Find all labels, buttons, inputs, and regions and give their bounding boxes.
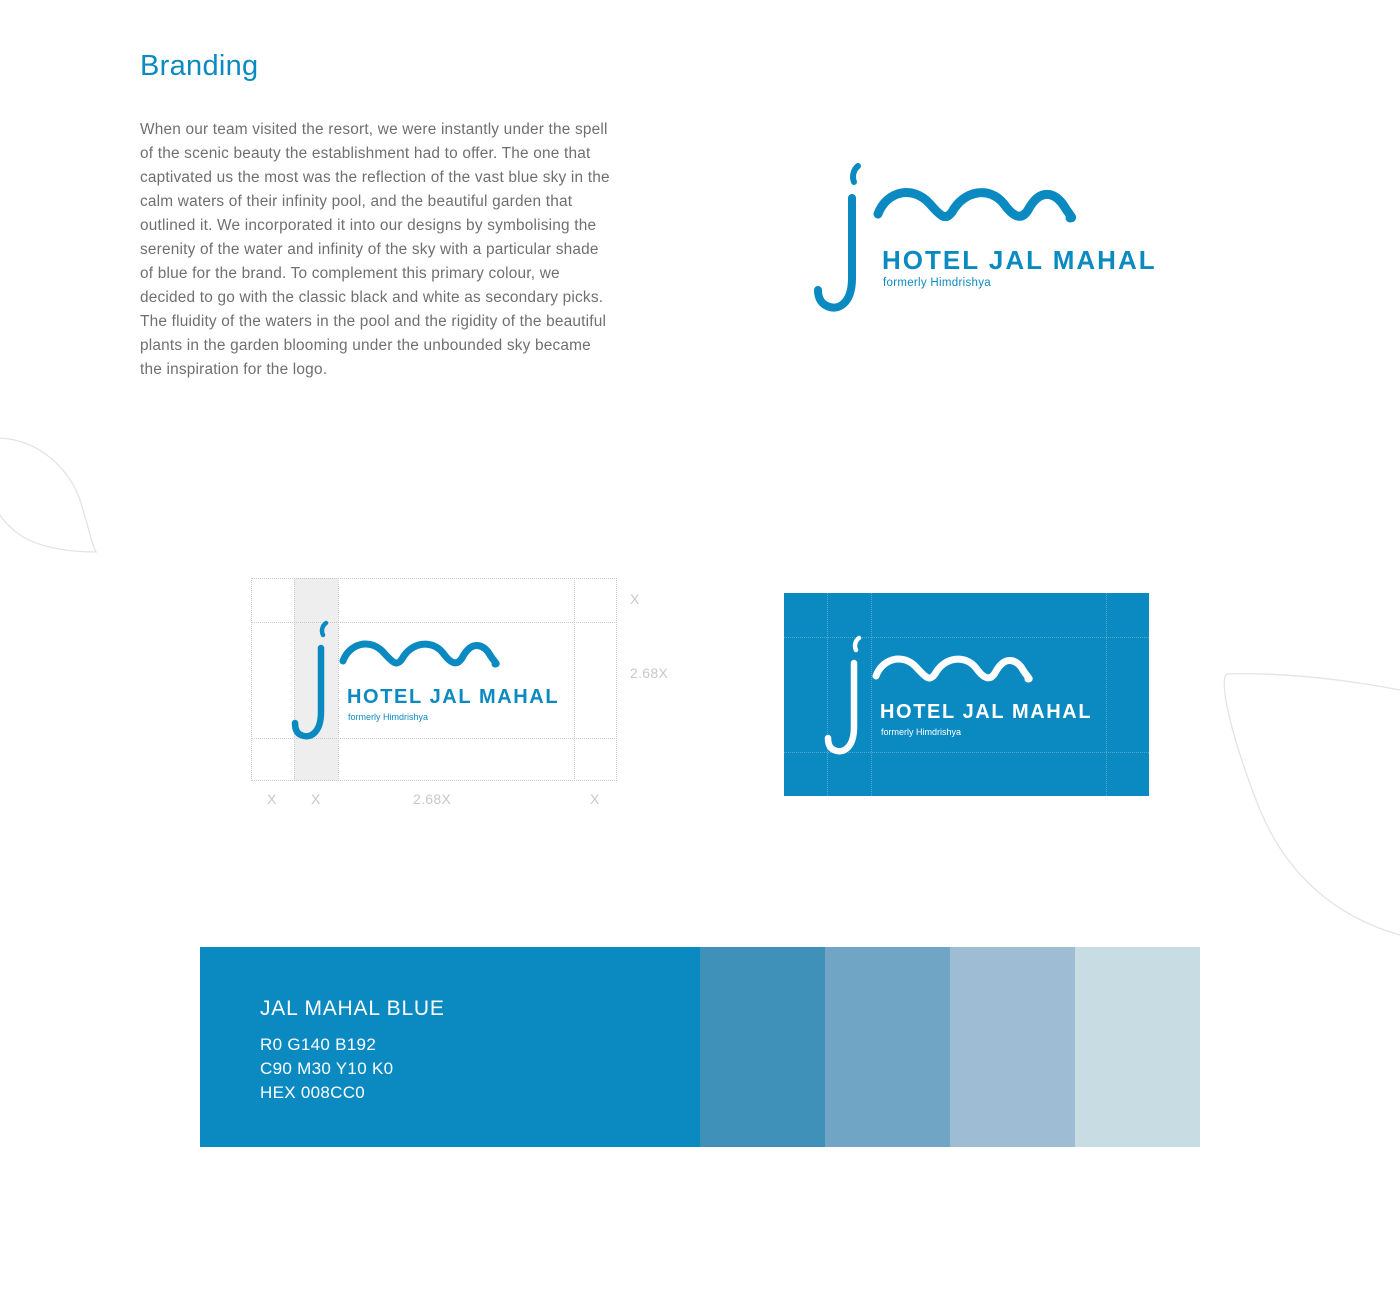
logo-tagline: formerly Himdrishya xyxy=(883,277,991,289)
tint-swatch xyxy=(700,947,825,1147)
page-title: Branding xyxy=(140,50,259,82)
tint-swatch xyxy=(950,947,1075,1147)
tint-swatch xyxy=(1075,947,1200,1147)
color-cmyk: C90 M30 Y10 K0 xyxy=(260,1059,394,1078)
logo-monogram-icon xyxy=(812,160,1182,320)
dimension-label-bottom: X xyxy=(590,791,600,807)
primary-logo xyxy=(812,160,1182,320)
color-rgb: R0 G140 B192 xyxy=(260,1035,377,1054)
logo-name: HOTEL JAL MAHAL xyxy=(882,245,1157,275)
dimension-label-top: X xyxy=(630,591,640,607)
tint-swatch xyxy=(825,947,950,1147)
color-hex: HEX 008CC0 xyxy=(260,1083,366,1102)
dimension-label-bottom: X xyxy=(311,791,321,807)
logo-monogram-icon xyxy=(290,618,590,748)
color-name: JAL MAHAL BLUE xyxy=(260,997,445,1020)
construction-logo xyxy=(290,618,590,748)
dimension-label-bottom: 2.68X xyxy=(413,791,452,807)
logo-tagline: formerly Himdrishya xyxy=(881,727,962,737)
logo-name: HOTEL JAL MAHAL xyxy=(347,686,560,708)
logo-name: HOTEL JAL MAHAL xyxy=(880,701,1093,723)
dimension-label-bottom: X xyxy=(267,791,277,807)
reversed-logo xyxy=(823,633,1123,763)
leaf-outline-decoration-right xyxy=(1224,674,1400,935)
intro-paragraph: When our team visited the resort, we were instantly under the spell of the scenic beauty the establishment had to offer. The one that captivated us the most was the reflection of the vast blue sky in the calm waters of their infinity pool, and the beautiful garden that outlined it. We incorporated it into our designs by symbolising the serenity of the water and infinity of the sky with a particular shade of blue for the brand. To complement this primary colour, we decided to go with the classic black and white as secondary picks. The fluidity of the waters in the pool and the rigidity of the beautiful plants in the garden blooming under the unbounded sky became the inspiration for the logo. xyxy=(140,121,610,378)
primary-color-swatch xyxy=(200,947,700,1147)
logo-tagline: formerly Himdrishya xyxy=(348,712,429,722)
dimension-label-height: 2.68X xyxy=(630,665,669,681)
color-palette xyxy=(200,947,1200,1147)
logo-monogram-icon xyxy=(823,633,1123,763)
